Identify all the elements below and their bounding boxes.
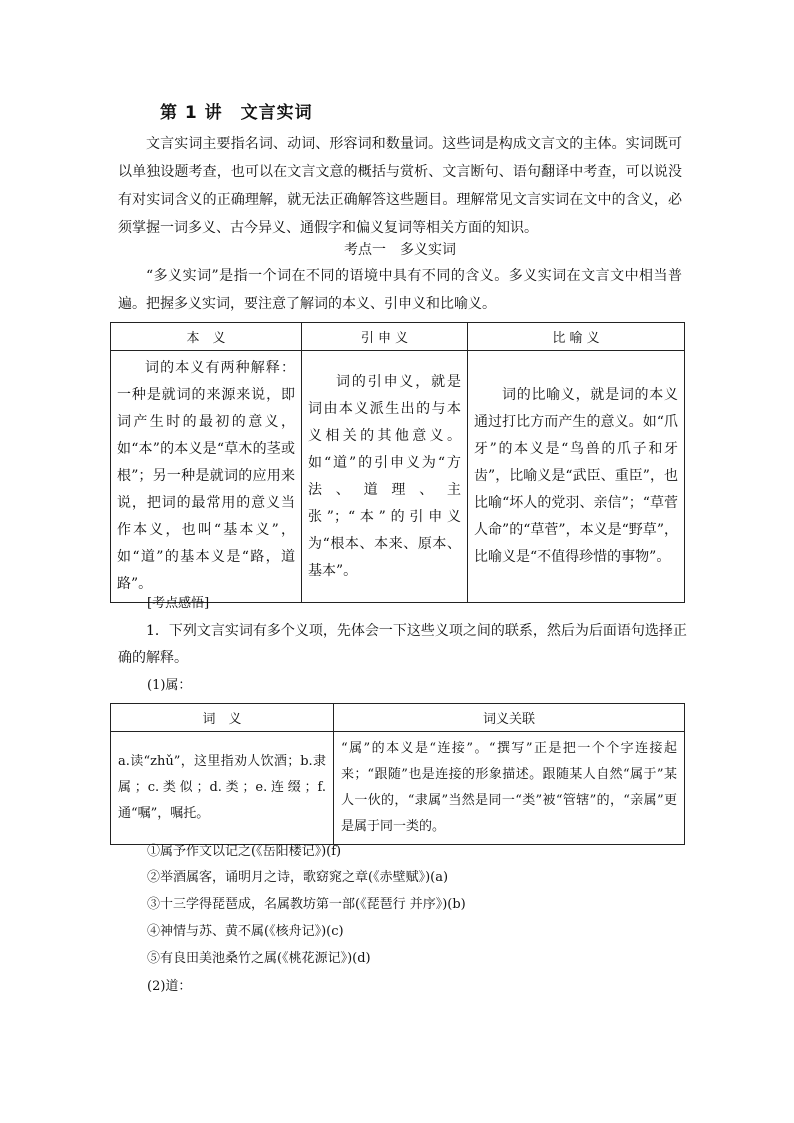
table-row <box>111 351 685 603</box>
table-row <box>111 732 685 845</box>
practice-question: 1．下列文言实词有多个义项，先体会一下这些义项之间的联系，然后为后面语句选择正确的解释。 <box>118 623 687 666</box>
example-line: ③十三学得琵琶成，名属教坊第一部(《琵琶行 并序》)(b) <box>147 897 466 912</box>
example-line: ④神情与苏、黄不属(《核舟记》)(c) <box>147 924 344 939</box>
word-meaning-table <box>110 703 685 845</box>
intro-paragraph: 文言实词主要指名词、动词、形容词和数量词。这些词是构成文言文的主体。实词既可以单独设题考查，也可以在文言文意的概括与赏析、文言断句、语句翻译中考查，可以说没有对实词含义的正确理解，就无法正确解答这些题目。理解常见文言实词在文中的含义，必须掌握一词多义、古今异义、通假字和偏义复词等相关方面的知识。 <box>118 136 682 236</box>
header-metaphor-meaning: 比 喻 义 <box>468 323 685 351</box>
header-meaning-relation: 词义关联 <box>334 704 685 732</box>
meaning-types-table <box>110 322 685 603</box>
item-1-label: (1)属： <box>147 678 192 693</box>
header-word-meaning: 词 义 <box>111 704 334 732</box>
cell-word-meaning: a.读“zhǔ”，这里指劝人饮酒；b.隶属；c.类似；d.类；e.连缀；f.通“嘱”，嘱托。 <box>111 732 334 845</box>
cell-base-meaning: 词的本义有两种解释：一种是就词的来源来说，即词产生时的最初的意义，如“本”的本义是“草木的茎或根”；另一种是就词的应用来说，把词的最常用的意义当作本义，也叫“基本义”，如“道”的基本义是“路，道路”。 <box>111 351 302 603</box>
cell-metaphor-meaning: 词的比喻义，就是词的本义通过打比方而产生的意义。如“爪牙”的本义是“鸟兽的爪子和牙齿”，比喻义是“武臣、重臣”，也比喻“坏人的党羽、亲信”；“草菅人命”的“草菅”，本义是“野草”，比喻义是“不值得珍惜的事物”。 <box>468 351 685 603</box>
cell-extended-meaning: 词的引申义，就是词由本义派生出的与本义相关的其他意义。如“道”的引申义为“方法、道理、主张”；“本”的引申义为“根本、本来、原本、基本”。 <box>302 351 468 603</box>
item-2-label: (2)道： <box>147 979 192 994</box>
section-heading: 考点一 多义实词 <box>344 242 456 258</box>
page-title: 第 1 讲 文言实词 <box>160 103 313 123</box>
section-paragraph: “多义实词”是指一个词在不同的语境中具有不同的含义。多义实词在文言文中相当普遍。把握多义实词，要注意了解词的本义、引申义和比喻义。 <box>118 268 682 312</box>
example-line: ⑤有良田美池桑竹之属(《桃花源记》)(d) <box>147 951 371 966</box>
header-base-meaning: 本 义 <box>111 323 302 351</box>
example-line: ②举酒属客，诵明月之诗，歌窈窕之章(《赤壁赋》)(a) <box>147 870 449 885</box>
header-extended-meaning: 引 申 义 <box>302 323 468 351</box>
practice-label: [考点感悟] <box>147 596 210 611</box>
example-line: ①属予作文以记之(《岳阳楼记》)(f) <box>147 844 342 859</box>
table-header-row <box>111 704 685 732</box>
cell-meaning-relation: “属”的本义是“连接”。“撰写”正是把一个个字连接起来；“跟随”也是连接的形象描述。跟随某人自然“属于”某人一伙的，“隶属”当然是同一“类”被“管辖”的，“亲属”更是属于同一类的。 <box>334 732 685 845</box>
table-header-row <box>111 323 685 351</box>
